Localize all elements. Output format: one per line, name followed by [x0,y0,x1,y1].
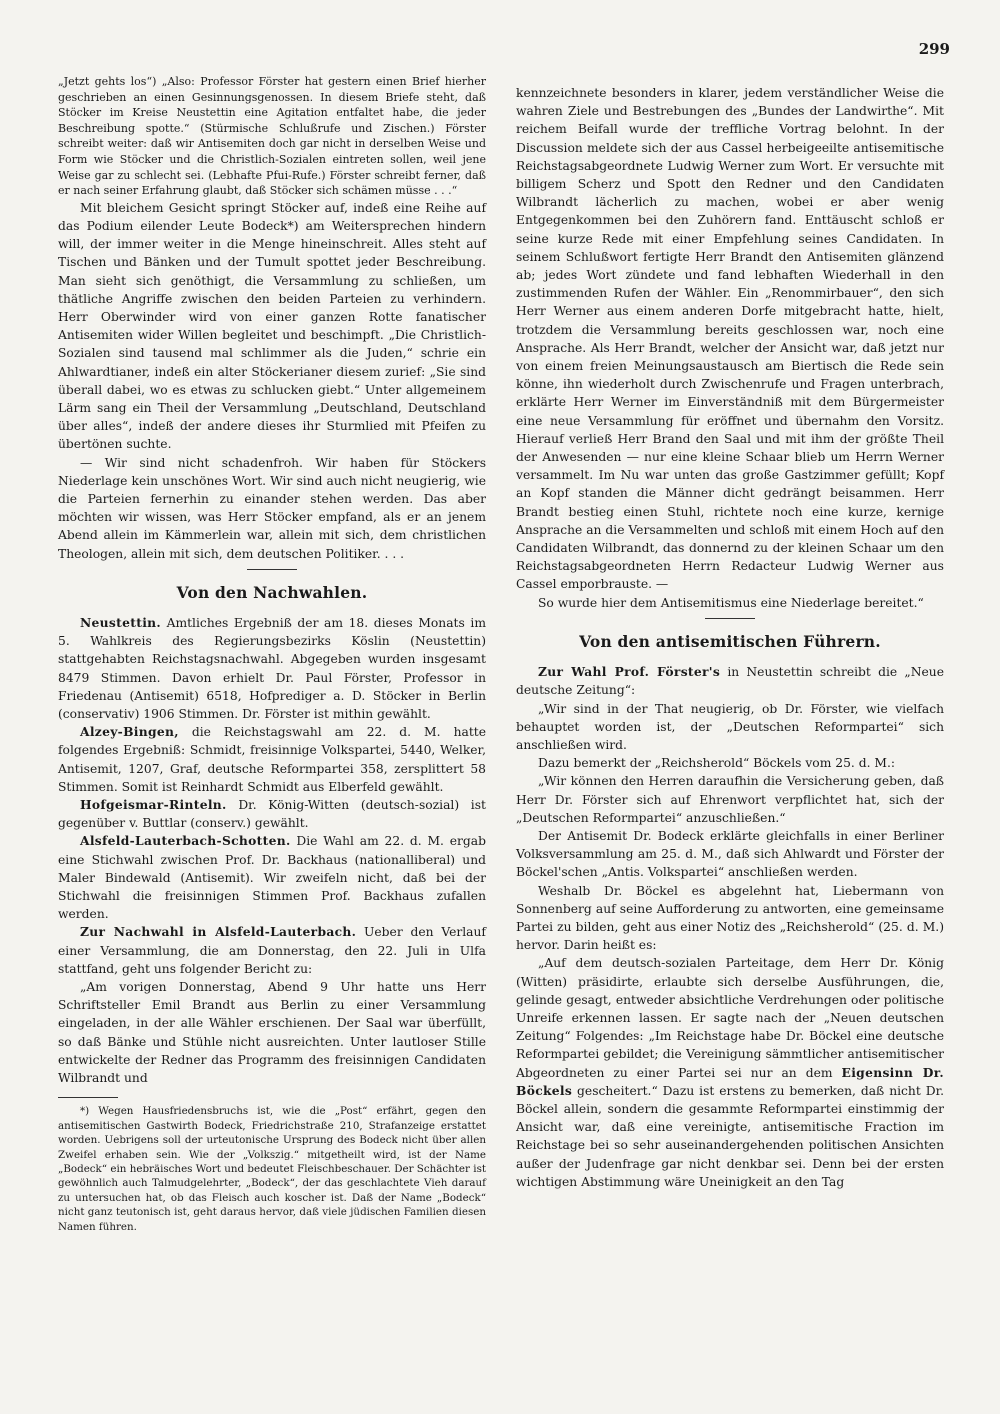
nachwahl-quote: „Am vorigen Donnerstag, Abend 9 Uhr hatte uns Herr Schriftsteller Emil Brandt aus Berlin zu einer Versammlung eingeladen, in der alle Wähler erschienen. Der Saal war überfüllt, so daß Bänke und Stühle nicht ausreichten. Unter lautloser Stille entwickelte der Redner das Programm des freisinnigen Candidaten Wilbrandt und [58,980,486,1086]
alsfeld-text: Die Wahl am 22. d. M. ergab eine Stichwahl zwischen Prof. Dr. Backhaus (nationalliberal) und Maler Bindewald (Antisemit). Wir zweifeln nicht, daß bei der Stichwahl die freisinnigen Stimmen Prof. Backhaus zufallen werden. [58,834,486,922]
right-column [516,84,944,1191]
alsfeld-lead: Alsfeld-Lauterbach-Schotten. [80,833,291,849]
tumult-paragraph: Mit bleichem Gesicht springt Stöcker auf, indeß eine Reihe auf das Podium eilender Leute Bodeck*) am Weitersprechen hindern will, der immer weiter in die Menge hineinschreit. Alles steht auf Tischen und Bänken und der Tumult spottet jeder Beschreibung. Man sieht sich genöthigt, die Versammlung zu schließen, um thätliche Angriffe zwischen den beiden Parteien zu verhindern. Herr Oberwinder wird von einer ganzen Rotte fanatischer Antisemiten wider Willen begleitet und beschimpft. „Die Christlich-Sozialen sind tausend mal schlimmer als die Juden,“ schrie ein Ahlwardtianer, indeß ein alter Stöckerianer diesem zurief: „Sie sind überall dabei, wo es etwas zu schlucken giebt.“ Unter allgemeinem Lärm sang ein Theil der Versammlung „Deutschland, Deutschland über alles“, indeß der andere dieses ihr Sturmlied mit Pfeifen zu übertönen suchte. [58,200,486,452]
alsfeld-paragraph [58,832,486,923]
hofgeismar-lead: Hofgeismar-Rinteln. [80,797,227,813]
quoted-letter-paragraph: „Jetzt gehts los“) „Also: Professor Förster hat gestern einen Brief hierher geschrieben an einen Gesinnungsgenossen. In diesem Briefe steht, daß Stöcker im Kreise Neustettin eine Agitation entfaltet habe, die jeder Beschreibung spotte.“ (Stürmische Schlußrufe und Zischen.) Förster schreibt weiter: daß wir Antisemiten doch gar nicht in derselben Weise und Form wie Stöcker und die Christlich-Sozialen eintreten sollen, weil jene Weise gar zu schlecht sei. (Lebhafte Pfui-Rufe.) Förster schreibt ferner, daß er nach seiner Erfahrung glaubt, daß Stöcker sich schämen müsse . . .“ [58,75,486,198]
section-divider [705,618,755,619]
section-divider [247,569,297,570]
nachwahl-text: Ueber den Verlauf einer Versammlung, die am Donnerstag, den 22. Juli in Ulfa stattfand, geht uns folgender Bericht zu: [58,925,486,976]
footnote-divider [58,1097,118,1098]
hofgeismar-text: Dr. König-Witten (deutsch-sozial) ist gegenüber v. Buttlar (conserv.) gewählt. [58,798,486,831]
wahl-foerster-paragraph [516,663,944,699]
wahl-foerster-lead: Zur Wahl Prof. Förster's [538,664,721,680]
alzey-lead: Alzey-Bingen, [80,724,179,740]
parteitag-quote-end: gescheitert.“ Dazu ist erstens zu bemerken, daß nicht Dr. Böckel allein, sondern die gesammte Reformpartei einstimmig der Ansicht war, daß eine vereinigte, antisemitische Fraction im Reichstage bei so sehr auseinandergehenden politischen Ansichten außer der Judenfrage gar nicht denkbar sei. Denn bei der ersten wichtigen Abstimmung wäre Uneinigkeit an den Tag [516,1083,944,1189]
eigensinn-emphasis: Eigensinn Dr. Böckels [516,1064,944,1098]
page-number: 299 [918,40,950,58]
ulfa-report-continuation: kennzeichnete besonders in klarer, jedem verständlicher Weise die wahren Ziele und Bestrebungen des „Bundes der Landwirthe“. Mit reichem Beifall wurde der treffliche Vortrag belohnt. In der Discussion meldete sich der aus Cassel herbeigeeilte antisemitische Reichstagsabgeordnete Ludwig Werner zum Wort. Er versuchte mit billigem Scherz und Spott den Redner und den Candidaten Wilbrandt lächerlich zu machen, wobei er aber wenig Entgegenkommen bei den Zuhörern fand. Enttäuscht schloß er seine kurze Rede mit einer Empfehlung seines Candidaten. In seinem Schlußwort fertigte Herr Brandt den Antisemiten glänzend ab; jedes Wort zündete und fand lebhaften Wiederhall in den zustimmenden Rufen der Wähler. Ein „Renommirbauer“, den sich Herr Werner aus einem anderen Dorfe mitgebracht hatte, hielt, trotzdem die Versammlung bereits geschlossen war, noch eine Ansprache. Als Herr Brandt, welcher der Ansicht war, daß jetzt nur von einem freien Meinungsaustausch am Biertisch die Rede sein könne, ihn wiederholt durch Zwischenrufe und Fragen unterbrach, erklärte Herr Werner im Einverständniß mit dem Bürgermeister eine neue Versammlung für eröffnet und übernahm den Vorsitz. Hierauf verließ Herr Brand den Saal und mit ihm der größte Theil der Anwesenden — nur eine kleine Schaar blieb um Herrn Werner versammelt. Im Nu war unten das große Gastzimmer gefüllt; Kopf an Kopf standen die Männer dicht gedrängt beisammen. Herr Brandt bestieg einen Stuhl, richtete noch eine kurze, kernige Ansprache an die Versammelten und schloß mit einem Hoch auf den Candidaten Wilbrandt, das donnernd zu der kleinen Schaar um den Reichstagsabgeordneten Herrn Redacteur Ludwig Werner aus Cassel emporbrauste. — [516,86,944,592]
hofgeismar-paragraph [58,796,486,832]
reichsherold-quote: „Wir können den Herren daraufhin die Versicherung geben, daß Herr Dr. Förster sich auf Ehrenwort verpflichtet hat, sich der „Deutschen Reformpartei“ anzuschließen.“ [516,774,944,825]
left-column [58,74,486,1234]
footnote-bodeck: *) Wegen Hausfriedensbruchs ist, wie die „Post“ erfährt, gegen den antisemitischen Gastwirth Bodeck, Friedrichstraße 210, Strafanzeige erstattet worden. Uebrigens soll der urteutonische Ursprung des Bodeck nicht über allen Zweifel erhaben sein. Wie der „Volkszig.“ mitgetheilt wird, ist der Name „Bodeck“ ein hebräisches Wort und bedeutet Fleischbeschauer. Der Schächter ist gewöhnlich auch Talmudgelehrter, „Bodeck“, der das geschlachtete Vieh darauf zu untersuchen hat, ob das Fleisch auch koscher ist. Daß der Name „Bodeck“ nicht ganz teutonisch ist, geht daraus hervor, daß viele jüdischen Familien diesen Namen führen. [58,1105,486,1233]
nachwahl-lead: Zur Nachwahl in Alsfeld-Lauterbach. [80,924,357,940]
neustettin-text: Amtliches Ergebniß der am 18. dieses Monats im 5. Wahlkreis des Regierungsbezirks Köslin (Neustettin) stattgehabten Reichstagsnachwahl. Abgegeben wurden insgesamt 8479 Stimmen. Davon erhielt Dr. Paul Förster, Professor in Friedenau (Antisemit) 6518, Hofprediger a. D. Stöcker in Berlin (conservativ) 1906 Stimmen. Dr. Förster ist mithin gewählt. [58,616,486,722]
neustettin-paragraph [58,614,486,723]
neustettin-lead: Neustettin. [80,615,161,631]
section-heading-nachwahlen: Von den Nachwahlen. [176,582,368,602]
bodeck-paragraph: Der Antisemit Dr. Bodeck erklärte gleichfalls in einer Berliner Volksversammlung am 25. d. M., daß sich Ahlwardt und Förster der Böckel'schen „Antis. Volkspartei“ anschließen werden. [516,828,944,880]
boeckel-paragraph: Weshalb Dr. Böckel es abgelehnt hat, Liebermann von Sonnenberg auf seine Aufforderung zu antworten, eine gemeinsame Partei zu bilden, geht aus einer Notiz des „Reichsherold“ (25. d. M.) hervor. Darin heißt es: [516,883,944,953]
parteitag-quote [516,954,944,1191]
reichsherold-remark: Dazu bemerkt der „Reichsherold“ Böckels vom 25. d. M.: [538,756,896,771]
ulfa-report-closing: So wurde hier dem Antisemitismus eine Niederlage bereitet.“ [538,595,924,610]
nachwahl-paragraph [58,923,486,978]
alzey-text: die Reichstagswahl am 22. d. M. hatte folgendes Ergebniß: Schmidt, freisinnige Volkspartei, 5440, Welker, Antisemit, 1207, Graf, deutsche Reformpartei 358, zersplittert 58 Stimmen. Somit ist Reinhardt Schmidt aus Elberfeld gewählt. [58,725,486,794]
section-heading-fuehrer: Von den antisemitischen Führern. [579,631,881,651]
alzey-paragraph [58,723,486,796]
neue-zeitung-quote: „Wir sind in der That neugierig, ob Dr. Förster, wie vielfach behauptet worden ist, der „Deutschen Reformpartei“ sich anschließen wird. [516,701,944,752]
parteitag-quote-start: „Auf dem deutsch-sozialen Parteitage, dem Herr Dr. König (Witten) präsidirte, erlaubte sich derselbe Ausführungen, die, gelinde gesagt, entweder absichtliche Verdrehungen oder politische Unreife erkennen lassen. Er sagte nach der „Neuen deutschen Zeitung“ Folgendes: „Im Reichstage habe Dr. Böckel eine deutsche Reformpartei gebildet; die Vereinigung sämmtlicher antisemitischer Abgeordneten zu einer Partei sei nur an dem [516,956,944,1080]
commentary-paragraph: — Wir sind nicht schadenfroh. Wir haben für Stöckers Niederlage kein unschönes Wort. Wir sind auch nicht neugierig, wie die Parteien fernerhin zu einander stehen werden. Das aber möchten wir wissen, was Herr Stöcker empfand, als er an jenem Abend allein im Kämmerlein war, allein mit sich, dem christlichen Theologen, allein mit sich, dem deutschen Politiker. . . . [58,455,486,561]
wahl-foerster-text: in Neustettin schreibt die „Neue deutsche Zeitung“: [516,665,944,698]
